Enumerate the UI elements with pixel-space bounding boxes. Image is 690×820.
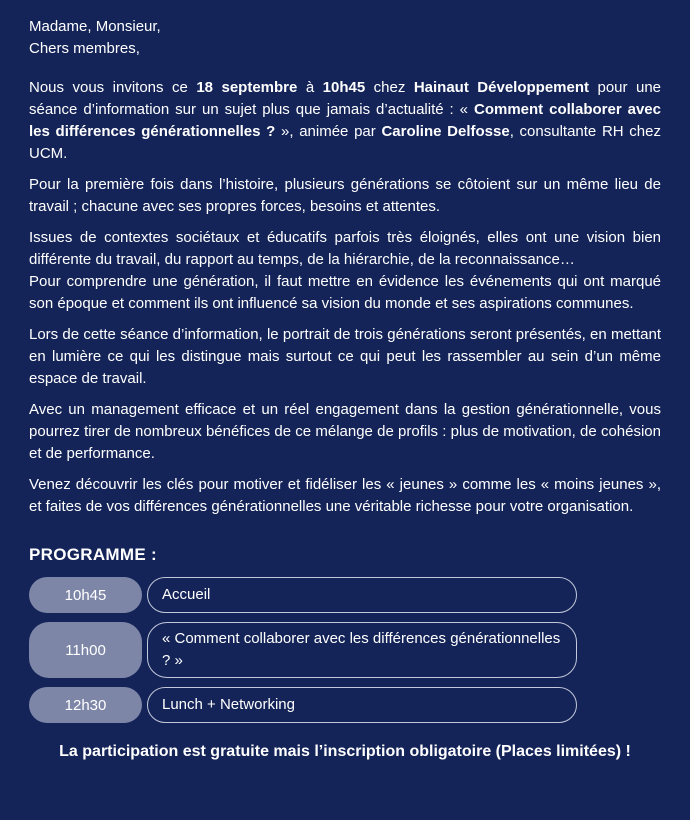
event-time: 10h45	[322, 79, 366, 96]
paragraph-contexts-line-a: Issues de contextes sociétaux et éducatifs parfois très éloignés, elles ont une vision bien différente du travail, du rapport au temps, de la hiérarchie, de la reconnaissance…	[29, 229, 661, 268]
event-date: 18 septembre	[196, 79, 298, 96]
programme-label: « Comment collaborer avec les différences générationnelles ? »	[147, 622, 577, 678]
intro-text-4: pour une séance d’information sur un sujet plus que jamais d’actualité : «	[29, 79, 662, 118]
greeting	[29, 16, 661, 60]
programme-item	[29, 622, 661, 678]
event-host: Hainaut Développement	[413, 79, 590, 96]
intro-text-2: à	[297, 79, 323, 96]
paragraph-contexts	[29, 227, 661, 315]
paragraph-generations: Pour la première fois dans l’histoire, plusieurs générations se côtoient sur un même lieu de travail ; chacune avec ses propres forces, besoins et attentes.	[29, 176, 661, 215]
intro-text-1: Nous vous invitons ce	[29, 79, 197, 96]
programme-label: Accueil	[147, 577, 577, 613]
programme-time: 10h45	[29, 577, 142, 613]
intro-paragraph	[29, 77, 661, 165]
event-speaker: Caroline Delfosse	[381, 123, 510, 140]
intro-text-5: », animée par	[275, 123, 382, 140]
programme-title: PROGRAMME :	[29, 545, 157, 564]
greeting-line-2: Chers membres,	[29, 40, 140, 57]
programme-time: 11h00	[29, 622, 142, 678]
programme-item	[29, 577, 661, 613]
paragraph-session: Lors de cette séance d’information, le portrait de trois générations seront présentés, en mettant en lumière ce qui les distingue mais surtout ce qui peut les rassembler au sein d’un même espace de travail.	[29, 326, 661, 387]
event-topic: Comment collaborer avec les différences générationnelles ?	[29, 101, 661, 140]
paragraph-management: Avec un management efficace et un réel engagement dans la gestion générationnelle, vous pourrez tirer de nombreux bénéfices de ce mélange de profils : plus de motivation, de cohésion et de performance.	[29, 401, 661, 462]
programme-label: Lunch + Networking	[147, 687, 577, 723]
paragraph-contexts-line-b: Pour comprendre une génération, il faut mettre en évidence les événements qui ont marqué son époque et comment ils ont influencé sa vision du monde et ses aspirations communes.	[29, 273, 661, 312]
programme-time: 12h30	[29, 687, 142, 723]
intro-text-3: chez	[365, 79, 414, 96]
participation-note: La participation est gratuite mais l’inscription obligatoire (Places limitées) !	[59, 743, 631, 760]
programme-item	[29, 687, 661, 723]
intro-text-6: , consultante RH chez UCM.	[29, 123, 661, 162]
greeting-line-1: Madame, Monsieur,	[29, 18, 161, 35]
paragraph-discover: Venez découvrir les clés pour motiver et fidéliser les « jeunes » comme les « moins jeunes », et faites de vos différences générationnelles une véritable richesse pour votre organisation.	[29, 476, 661, 515]
